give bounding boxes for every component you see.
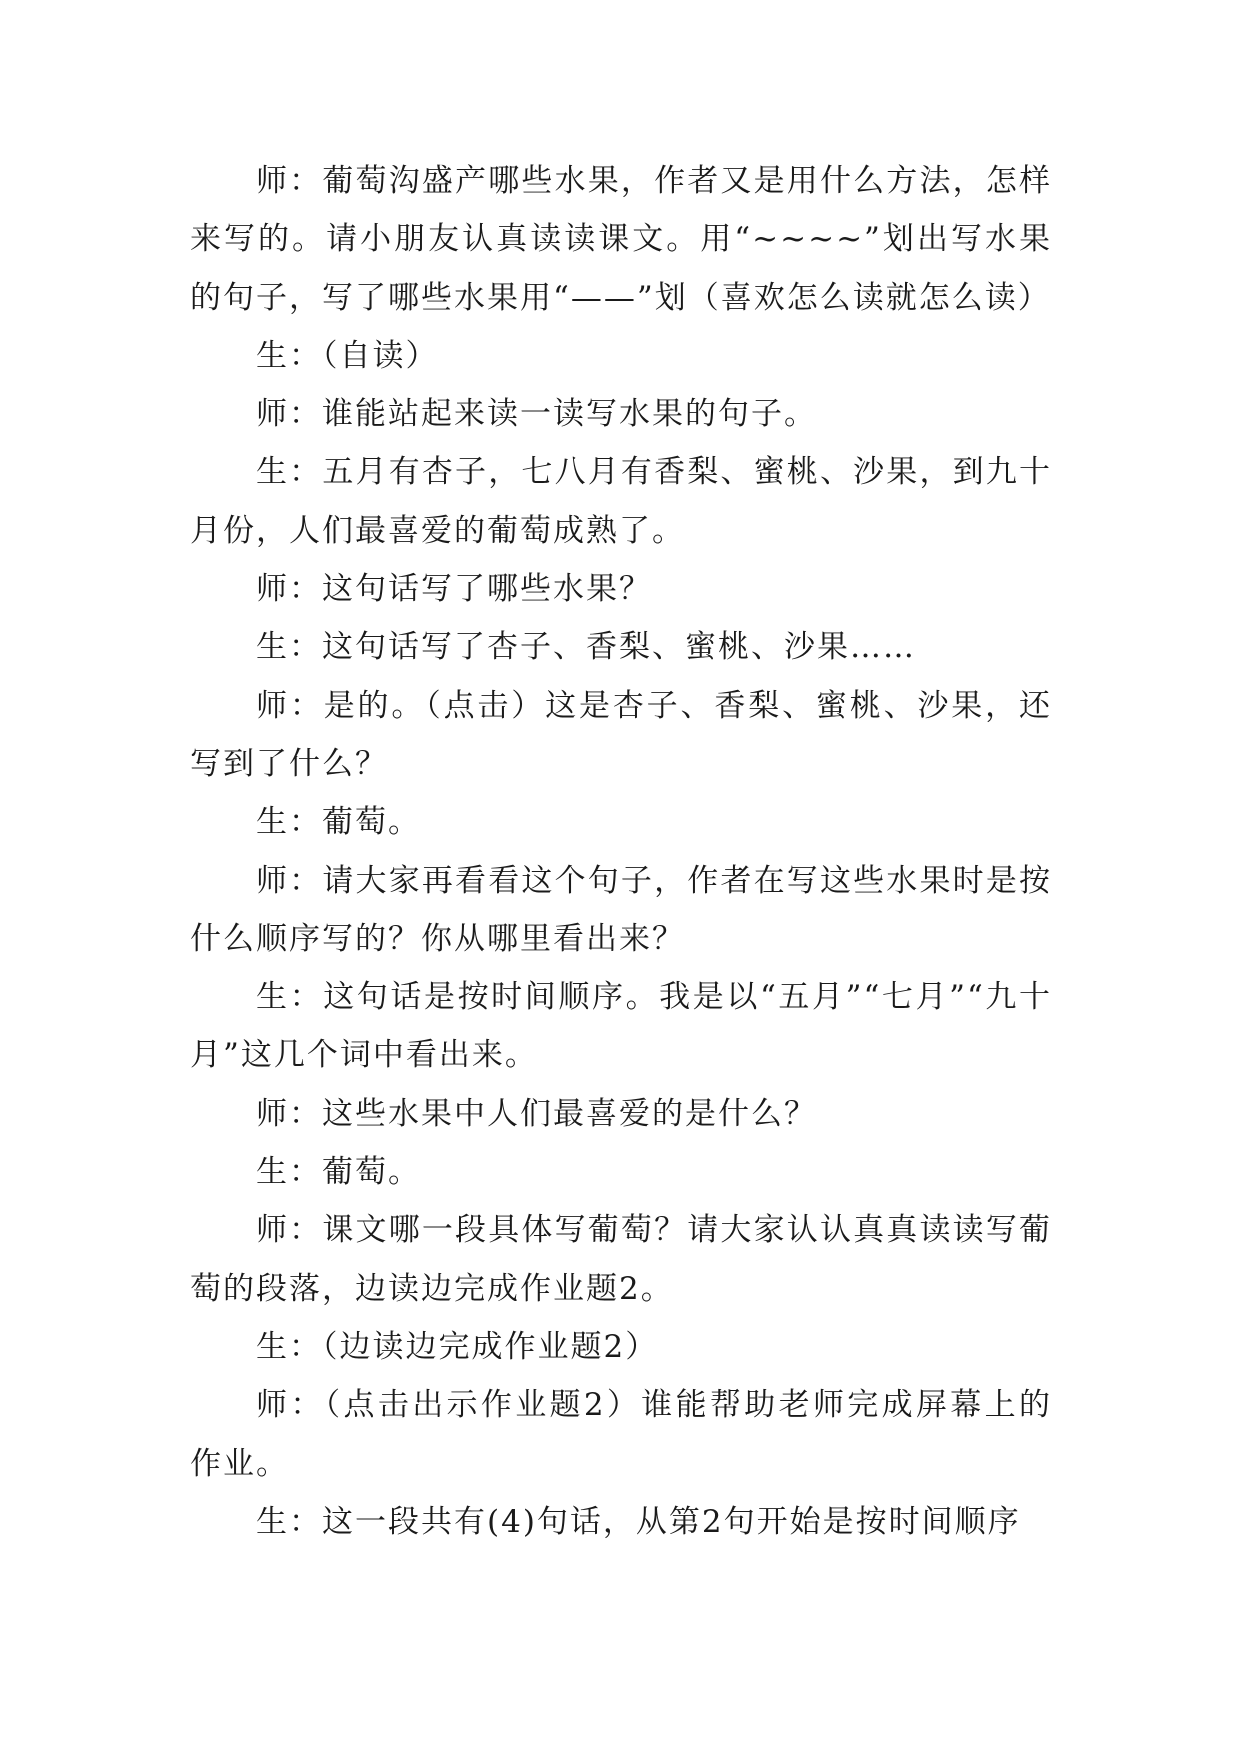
paragraph-teacher-grape-section: 师：课文哪一段具体写葡萄？请大家认认真真读读写葡萄的段落，边读边完成作业题2。 <box>190 1212 1052 1307</box>
paragraph-student-grapes-2: 生：葡萄。 <box>256 1154 421 1191</box>
paragraph-teacher-question-fruits: 师：葡萄沟盛产哪些水果，作者又是用什么方法，怎样来写的。请小朋友认真读读课文。用“~~~~”划出写水果的句子，写了哪些水果用“——”划（喜欢怎么读就怎么读） <box>190 163 1052 316</box>
paragraph-student-homework: 生：（边读边完成作业题2） <box>256 1328 659 1365</box>
paragraph-student-grapes-1: 生：葡萄。 <box>256 804 421 841</box>
paragraph-student-fruit-list: 生：这句话写了杏子、香梨、蜜桃、沙果…… <box>256 629 916 666</box>
paragraph-teacher-which-fruits: 师：这句话写了哪些水果？ <box>256 571 652 608</box>
paragraph-student-time-order: 生：这句话是按时间顺序。我是以“五月”“七月”“九十月”这几个词中看出来。 <box>190 979 1052 1074</box>
paragraph-teacher-read-sentence: 师：谁能站起来读一读写水果的句子。 <box>256 396 817 433</box>
paragraph-student-fruit-sentence: 生：五月有杏子，七八月有香梨、蜜桃、沙果，到九十月份，人们最喜爱的葡萄成熟了。 <box>190 454 1052 549</box>
paragraph-student-sentence-count: 生：这一段共有(4)句话，从第2句开始是按时间顺序 <box>256 1503 1021 1540</box>
paragraph-teacher-what-else: 师：是的。（点击）这是杏子、香梨、蜜桃、沙果，还写到了什么？ <box>190 687 1052 782</box>
document-body <box>190 152 1052 1551</box>
paragraph-student-self-read: 生：（自读） <box>256 337 439 374</box>
paragraph-teacher-favorite-fruit: 师：这些水果中人们最喜爱的是什么？ <box>256 1095 817 1132</box>
paragraph-teacher-order-question: 师：请大家再看看这个句子，作者在写这些水果时是按什么顺序写的？你从哪里看出来？ <box>190 862 1052 957</box>
paragraph-teacher-screen-task: 师：（点击出示作业题2）谁能帮助老师完成屏幕上的作业。 <box>190 1387 1052 1482</box>
